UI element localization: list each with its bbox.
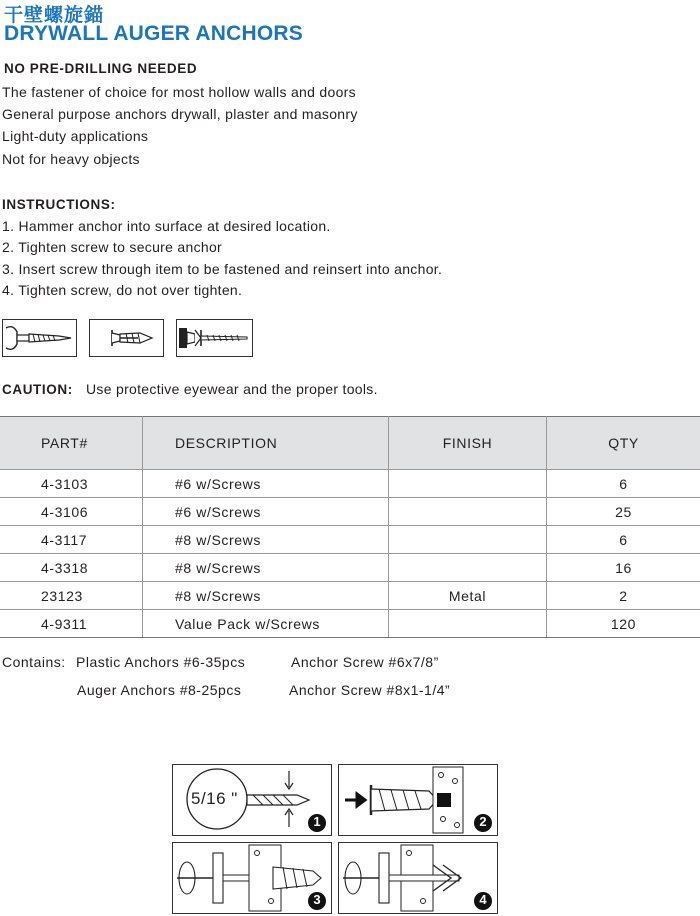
parts-table: [0, 416, 700, 638]
step-panel-1: [172, 764, 332, 836]
column-header-qty: QTY: [547, 417, 700, 470]
instruction-step: 2. Tighten screw to secure anchor: [2, 239, 223, 255]
cell-part: 4-3318: [0, 554, 143, 582]
cell-part: 4-3103: [0, 470, 143, 498]
cell-qty: 2: [547, 582, 700, 610]
table-row: [0, 470, 700, 498]
cell-qty: 120: [547, 610, 700, 638]
table-row: [0, 498, 700, 526]
feature-line: General purpose anchors drywall, plaster and masonry: [2, 106, 358, 122]
cell-qty: 6: [547, 526, 700, 554]
cell-finish: [389, 470, 547, 498]
column-header-description: DESCRIPTION: [143, 417, 389, 470]
cell-part: 4-3117: [0, 526, 143, 554]
drill-size-label: 5/16 ": [191, 789, 238, 808]
instruction-step: 3. Insert screw through item to be fastened and reinsert into anchor.: [2, 261, 443, 277]
instruction-step: 1. Hammer anchor into surface at desired location.: [2, 218, 331, 234]
table-header-row: [0, 417, 700, 470]
cell-qty: 25: [547, 498, 700, 526]
cell-part: 4-3106: [0, 498, 143, 526]
cell-finish: Metal: [389, 582, 547, 610]
column-header-part: PART#: [0, 417, 143, 470]
contains-item: Plastic Anchors #6-35pcs: [76, 654, 246, 670]
cell-description: #8 w/Screws: [143, 554, 389, 582]
step-number-1: 1: [313, 814, 321, 829]
contains-item: Anchor Screw #6x7/8”: [291, 654, 439, 670]
cell-qty: 16: [547, 554, 700, 582]
contains-label: Contains:: [2, 654, 66, 670]
feature-line: Light-duty applications: [2, 128, 149, 144]
cell-qty: 6: [547, 470, 700, 498]
cell-description: #6 w/Screws: [143, 470, 389, 498]
step-number-3: 3: [313, 892, 321, 907]
anchor-illustration-1: [2, 319, 77, 357]
table-row: [0, 554, 700, 582]
features-heading: NO PRE-DRILLING NEEDED: [4, 61, 198, 76]
cell-description: #8 w/Screws: [143, 526, 389, 554]
contains-item: Auger Anchors #8-25pcs: [77, 682, 242, 698]
cell-finish: [389, 498, 547, 526]
step-panel-4: [338, 842, 498, 914]
instruction-step: 4. Tighten screw, do not over tighten.: [2, 282, 243, 298]
instructions-heading: INSTRUCTIONS:: [2, 197, 116, 212]
feature-line: Not for heavy objects: [2, 151, 140, 167]
caution-text: Use protective eyewear and the proper tools.: [86, 381, 378, 397]
anchor-illustration-3: [176, 319, 253, 357]
cell-description: Value Pack w/Screws: [143, 610, 389, 638]
step-panel-2: [338, 764, 498, 836]
cell-description: #6 w/Screws: [143, 498, 389, 526]
cell-finish: [389, 526, 547, 554]
table-row: [0, 526, 700, 554]
step-panel-3: [172, 842, 332, 914]
table-row: [0, 610, 700, 638]
step-number-2: 2: [479, 814, 487, 829]
contains-item: Anchor Screw #8x1-1/4”: [289, 682, 451, 698]
feature-line: The fastener of choice for most hollow walls and doors: [2, 84, 356, 100]
cell-description: #8 w/Screws: [143, 582, 389, 610]
cell-finish: [389, 610, 547, 638]
title-chinese: 干壁螺旋錨: [4, 5, 105, 26]
column-header-finish: FINISH: [389, 417, 547, 470]
cell-part: 4-9311: [0, 610, 143, 638]
caution-label: CAUTION:: [2, 382, 73, 397]
title-english: DRYWALL AUGER ANCHORS: [4, 22, 303, 45]
table-row: [0, 582, 700, 610]
anchor-illustration-2: [89, 319, 164, 357]
cell-part: 23123: [0, 582, 143, 610]
cell-finish: [389, 554, 547, 582]
step-number-4: 4: [479, 892, 487, 907]
